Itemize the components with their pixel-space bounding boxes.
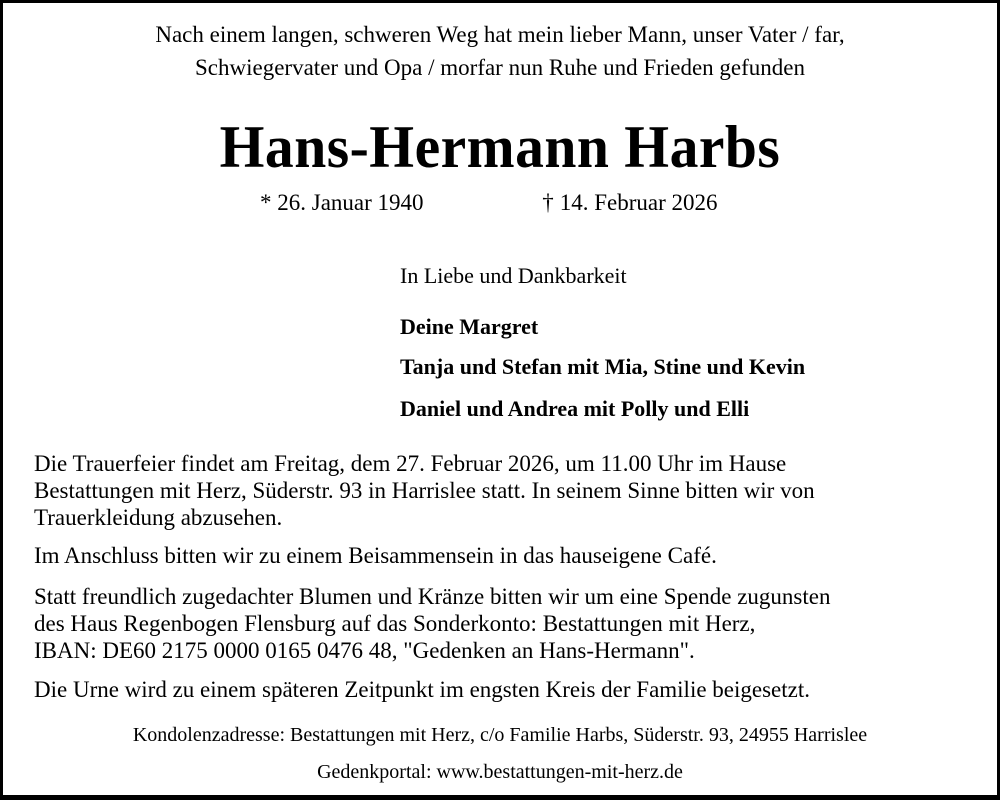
birth-star-icon: * xyxy=(260,190,272,215)
intro-line-1: Nach einem langen, schweren Weg hat mein lieber Mann, unser Vater / far, xyxy=(155,22,845,47)
death-date-text: 14. Februar 2026 xyxy=(559,190,718,215)
mourner-line: Deine Margret xyxy=(400,314,539,339)
funeral-info-line-1: Die Trauerfeier findet am Freitag, dem 27. Februar 2026, um 11.00 Uhr im Hause xyxy=(34,451,787,476)
deceased-name: Hans-Hermann Harbs xyxy=(219,114,781,180)
donation-info-line-3: IBAN: DE60 2175 0000 0165 0476 48, "Gedenken an Hans-Hermann". xyxy=(34,638,695,663)
gathering-info: Im Anschluss bitten wir zu einem Beisammensein in das hauseigene Café. xyxy=(34,543,717,568)
funeral-info-line-3: Trauerkleidung abzusehen. xyxy=(34,505,283,530)
condolence-address: Kondolenzadresse: Bestattungen mit Herz, c/o Familie Harbs, Süderstr. 93, 24955 Harrislee xyxy=(132,724,868,746)
death-date xyxy=(542,188,718,218)
urn-info: Die Urne wird zu einem späteren Zeitpunkt im engsten Kreis der Familie beigesetzt. xyxy=(34,677,811,702)
intro-line-2: Schwiegervater und Opa / morfar nun Ruhe und Frieden gefunden xyxy=(195,55,805,80)
funeral-info-line-2: Bestattungen mit Herz, Süderstr. 93 in Harrislee statt. In seinem Sinne bitten wir von xyxy=(34,478,815,503)
mourner-line: Daniel und Andrea mit Polly und Elli xyxy=(400,396,750,421)
donation-info-line-2: des Haus Regenbogen Flensburg auf das Sonderkonto: Bestattungen mit Herz, xyxy=(34,611,756,636)
memorial-portal-link[interactable]: Gedenkportal: www.bestattungen-mit-herz.de xyxy=(317,761,683,783)
intro-text xyxy=(3,18,997,84)
birth-date xyxy=(260,188,424,218)
mourner-line: Tanja und Stefan mit Mia, Stine und Kevin xyxy=(400,354,806,379)
donation-info-line-1: Statt freundlich zugedachter Blumen und Kränze bitten wir um eine Spende zugunsten xyxy=(34,584,831,609)
dagger-cross-icon: † xyxy=(542,190,554,215)
mourners-intro: In Liebe und Dankbarkeit xyxy=(400,263,627,288)
birth-date-text: 26. Januar 1940 xyxy=(277,190,424,215)
